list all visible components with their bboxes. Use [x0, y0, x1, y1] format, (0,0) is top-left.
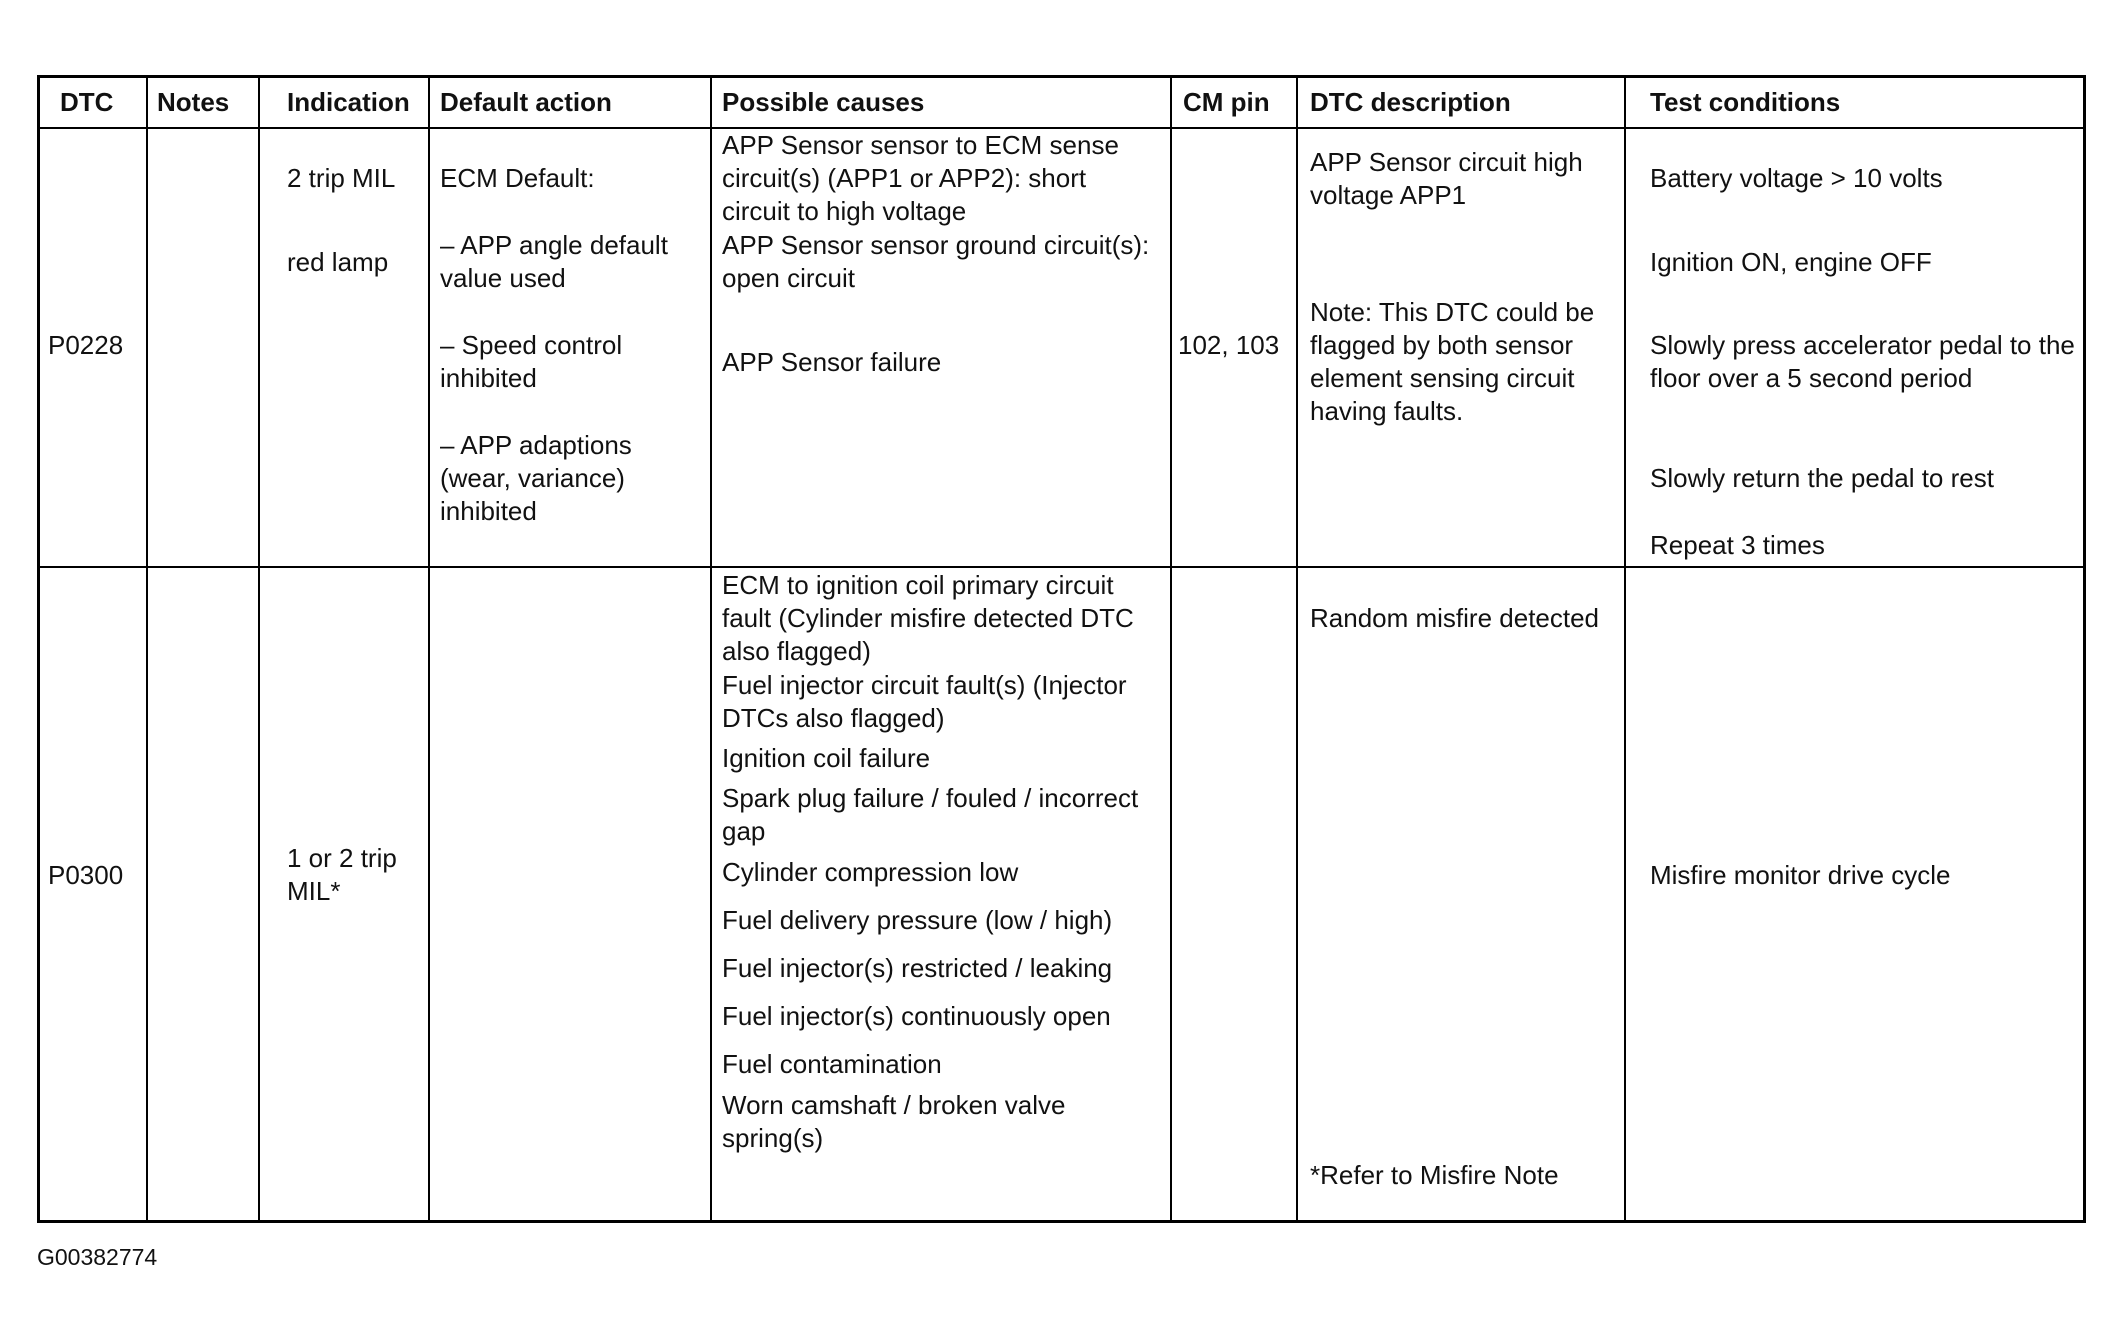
- default-action-line: – Speed control: [440, 330, 623, 360]
- default-action-line: value used: [440, 263, 566, 293]
- possible-cause-line: fault (Cylinder misfire detected DTC: [722, 603, 1134, 633]
- possible-cause-line: also flagged): [722, 636, 871, 666]
- column-divider: [1624, 78, 1626, 1220]
- possible-cause-line: DTCs also flagged): [722, 703, 945, 733]
- default-action-line: ECM Default:: [440, 163, 595, 193]
- possible-cause-line: gap: [722, 816, 766, 846]
- possible-cause-line: Fuel injector circuit fault(s) (Injector: [722, 670, 1127, 700]
- possible-cause-line: Fuel delivery pressure (low / high): [722, 905, 1113, 935]
- possible-cause-line: Spark plug failure / fouled / incorrect: [722, 783, 1139, 813]
- dtc-description-line: APP Sensor circuit high: [1310, 147, 1583, 177]
- header-cm-pin: CM pin: [1183, 87, 1270, 117]
- possible-cause-line: Cylinder compression low: [722, 857, 1019, 887]
- header-indication: Indication: [287, 87, 410, 117]
- possible-cause-line: spring(s): [722, 1123, 824, 1153]
- column-divider: [146, 78, 148, 1220]
- header-test-conditions: Test conditions: [1650, 87, 1841, 117]
- possible-cause-line: APP Sensor failure: [722, 347, 942, 377]
- default-action-line: – APP adaptions: [440, 430, 632, 460]
- column-divider: [1296, 78, 1298, 1220]
- possible-cause-line: Fuel injector(s) restricted / leaking: [722, 953, 1113, 983]
- row-divider: [40, 566, 2083, 568]
- possible-cause-line: Worn camshaft / broken valve: [722, 1090, 1066, 1120]
- possible-cause-line: circuit to high voltage: [722, 196, 967, 226]
- column-divider: [1170, 78, 1172, 1220]
- default-action-line: (wear, variance): [440, 463, 625, 493]
- header-possible-causes: Possible causes: [722, 87, 925, 117]
- column-divider: [428, 78, 430, 1220]
- dtc-description-line: flagged by both sensor: [1310, 330, 1574, 360]
- possible-cause-line: ECM to ignition coil primary circuit: [722, 570, 1114, 600]
- possible-cause-line: Fuel injector(s) continuously open: [722, 1001, 1111, 1031]
- header-default-action: Default action: [440, 87, 612, 117]
- column-divider: [710, 78, 712, 1220]
- possible-cause-line: APP Sensor sensor to ECM sense: [722, 130, 1119, 160]
- test-condition-line: Misfire monitor drive cycle: [1650, 860, 1951, 890]
- figure-id: G00382774: [37, 1244, 158, 1270]
- possible-cause-line: Fuel contamination: [722, 1049, 942, 1079]
- possible-cause-line: circuit(s) (APP1 or APP2): short: [722, 163, 1087, 193]
- dtc-description-line: element sensing circuit: [1310, 363, 1575, 393]
- possible-cause-line: open circuit: [722, 263, 855, 293]
- indication-line: red lamp: [287, 247, 389, 277]
- test-condition-line: Battery voltage > 10 volts: [1650, 163, 1943, 193]
- test-condition-line: Ignition ON, engine OFF: [1650, 247, 1932, 277]
- header-notes: Notes: [157, 87, 230, 117]
- test-condition-line: Repeat 3 times: [1650, 530, 1825, 560]
- dtc-description-line: having faults.: [1310, 396, 1464, 426]
- cm-pin: 102, 103: [1178, 330, 1280, 360]
- default-action-line: inhibited: [440, 363, 537, 393]
- test-condition-line: floor over a 5 second period: [1650, 363, 1973, 393]
- indication-line: 1 or 2 trip: [287, 843, 397, 873]
- possible-cause-line: APP Sensor sensor ground circuit(s):: [722, 230, 1150, 260]
- indication-line: MIL*: [287, 876, 341, 906]
- dtc-description-line: Random misfire detected: [1310, 603, 1600, 633]
- test-condition-line: Slowly press accelerator pedal to the: [1650, 330, 2075, 360]
- default-action-line: inhibited: [440, 496, 537, 526]
- dtc-description-line: Note: This DTC could be: [1310, 297, 1595, 327]
- default-action-line: – APP angle default: [440, 230, 668, 260]
- dtc-description-line: voltage APP1: [1310, 180, 1467, 210]
- indication-line: 2 trip MIL: [287, 163, 396, 193]
- possible-cause-line: Ignition coil failure: [722, 743, 931, 773]
- header-dtc-description: DTC description: [1310, 87, 1511, 117]
- dtc-table: [37, 75, 2086, 1223]
- dtc-description-line: *Refer to Misfire Note: [1310, 1160, 1559, 1190]
- test-condition-line: Slowly return the pedal to rest: [1650, 463, 1994, 493]
- dtc-code: P0300: [48, 860, 124, 890]
- dtc-code: P0228: [48, 330, 124, 360]
- header-dtc: DTC: [60, 87, 114, 117]
- column-divider: [258, 78, 260, 1220]
